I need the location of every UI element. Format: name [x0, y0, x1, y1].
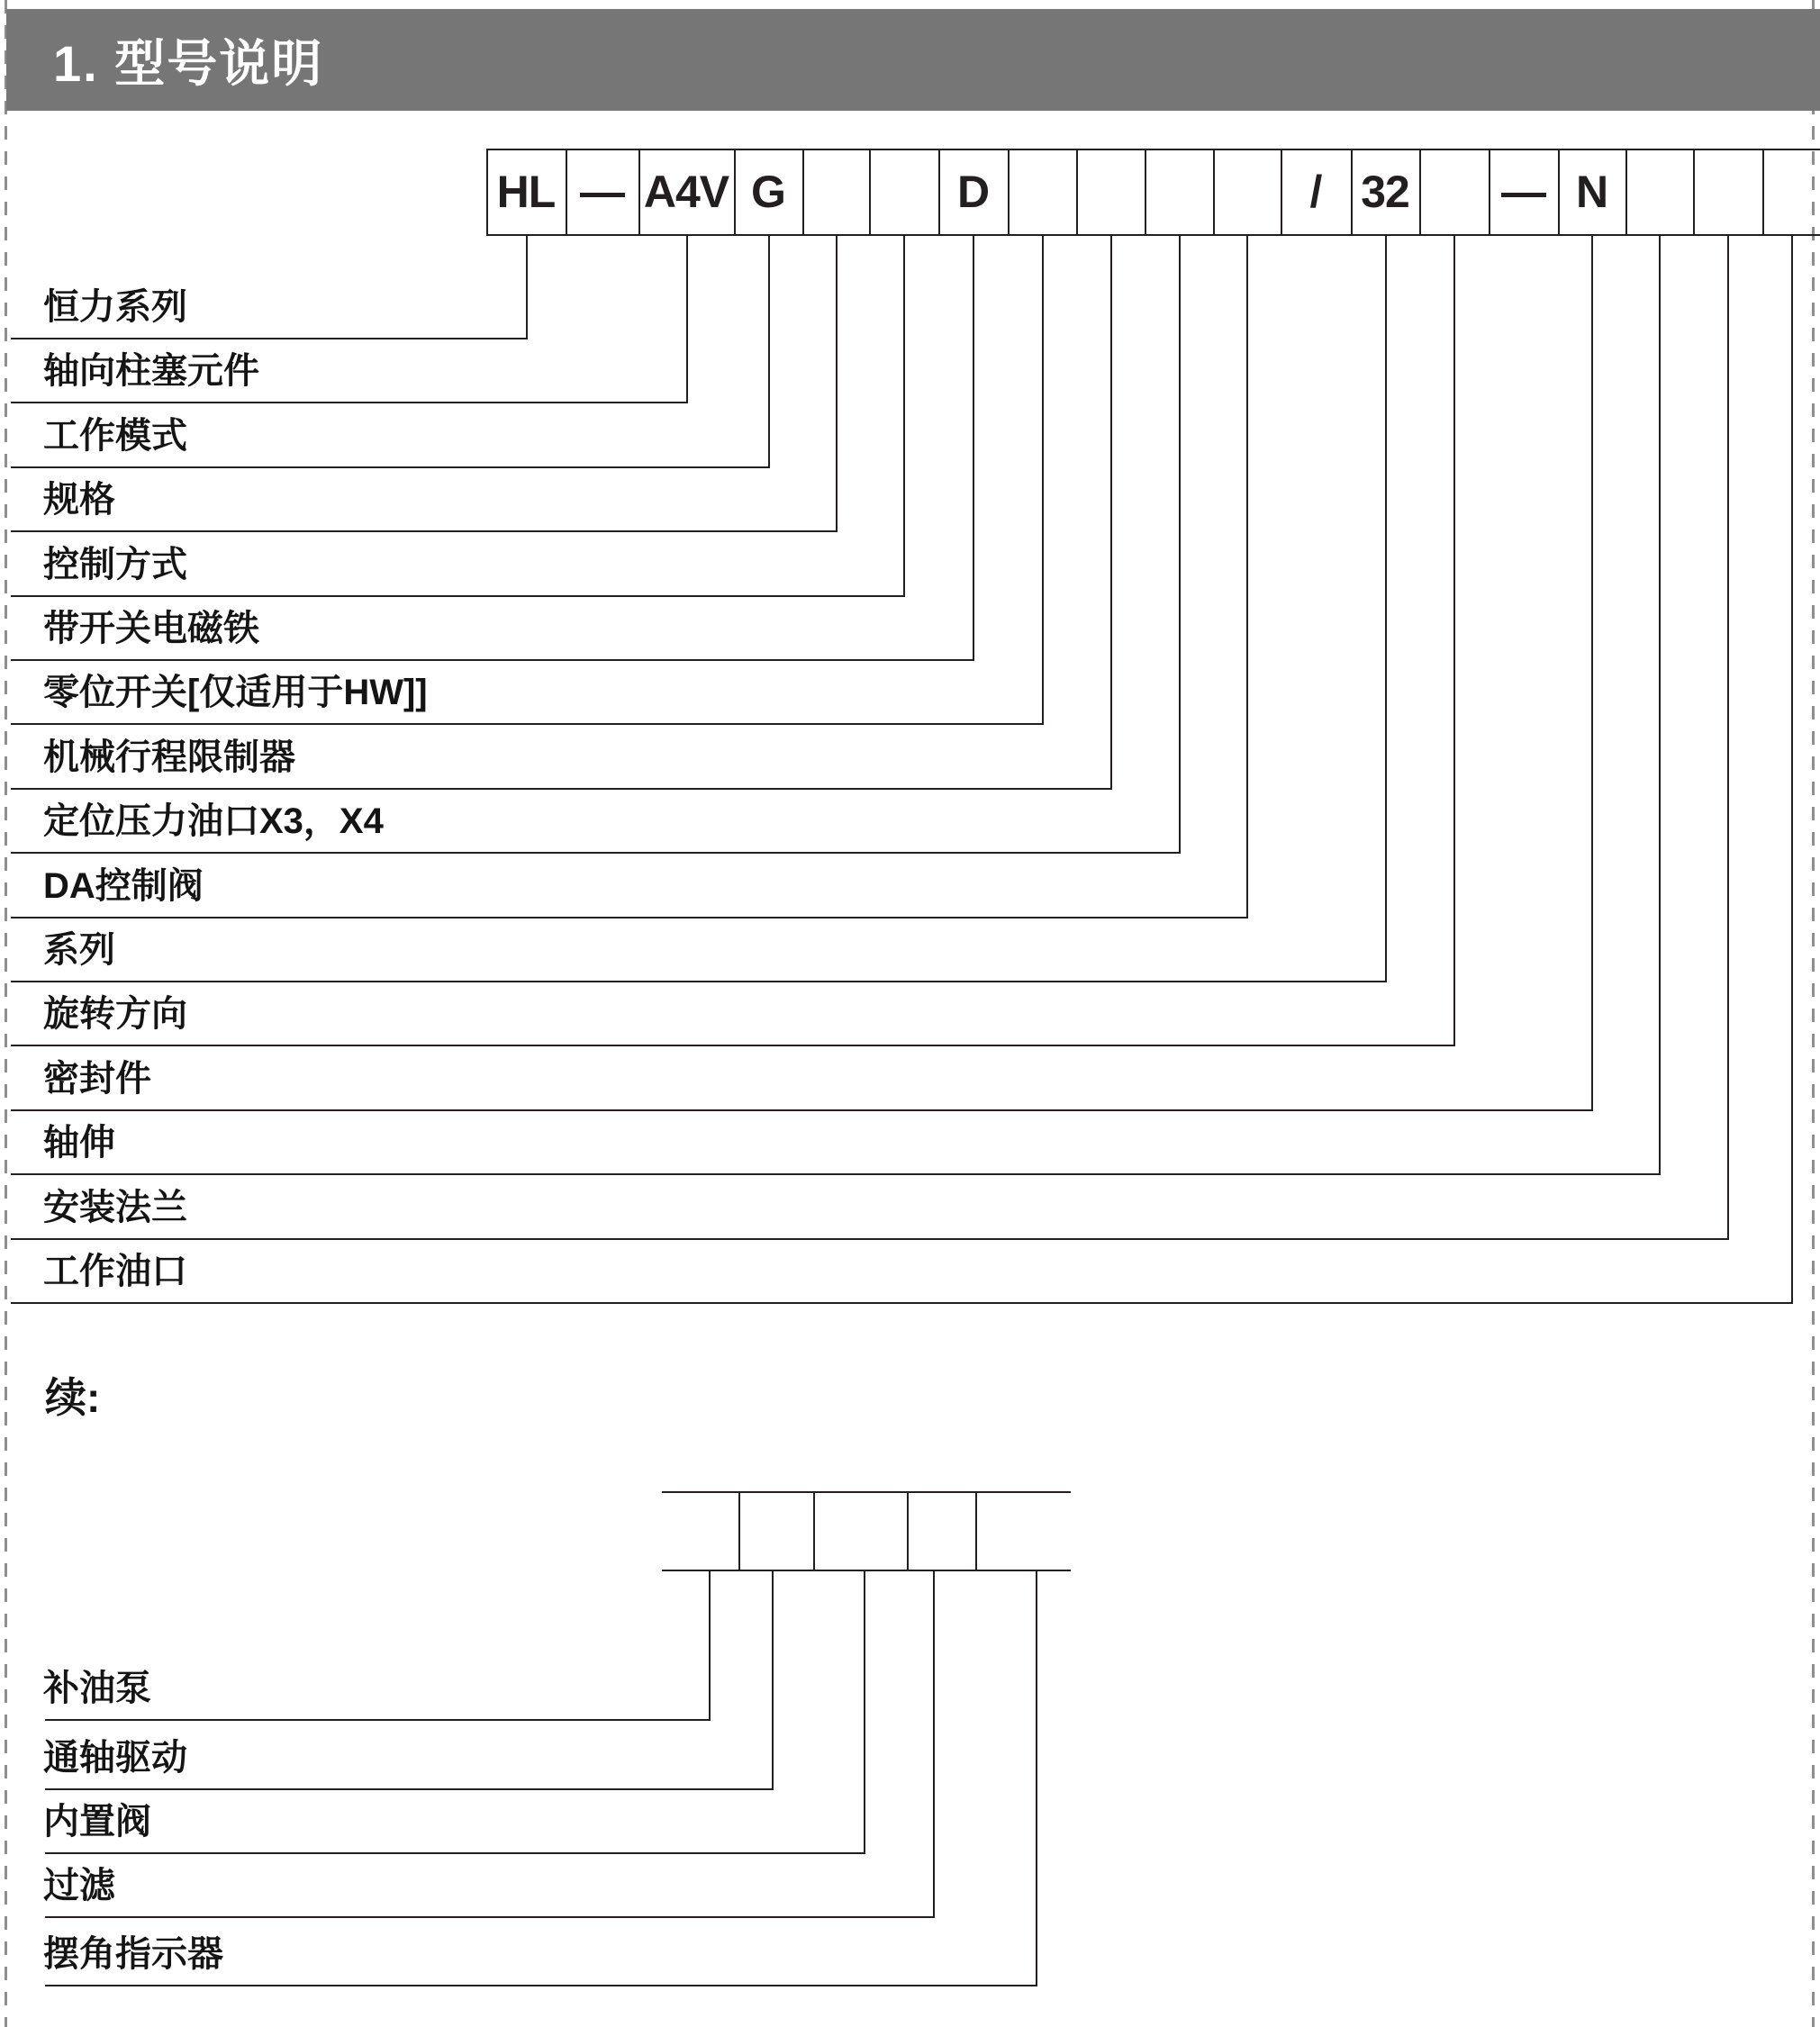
code-cell: — — [1501, 166, 1545, 217]
code-cell — [975, 1491, 1071, 1570]
section-header-bar — [6, 9, 1820, 111]
leader-line — [772, 1570, 774, 1790]
continued-heading: 续: — [45, 1374, 101, 1421]
code-cell: D — [956, 166, 990, 217]
label-underline — [11, 466, 770, 468]
leader-line — [1246, 234, 1248, 918]
code-cell — [802, 149, 869, 234]
code-cell: 32 — [1361, 166, 1409, 217]
code-cell — [1145, 149, 1213, 234]
leader-line — [1453, 234, 1455, 1046]
leader-line — [768, 234, 770, 468]
code-position-label: 带开关电磁铁 — [43, 609, 259, 648]
leader-line — [836, 234, 838, 532]
code-cell — [869, 149, 938, 234]
code-cell — [1008, 149, 1076, 234]
code-cell: / — [1309, 166, 1322, 217]
code-position-label: 零位开关[仅适用于HW]] — [43, 673, 428, 712]
leader-line — [1042, 234, 1044, 725]
code-position-label: 内置阀 — [43, 1802, 151, 1841]
leader-line — [686, 234, 688, 403]
leader-line — [1036, 1570, 1037, 1986]
code-cell — [907, 1491, 975, 1570]
page-dashed-border-left — [5, 0, 7, 2027]
label-underline — [11, 659, 974, 661]
code-position-label: 过滤 — [43, 1866, 115, 1905]
page-dashed-border-right — [1812, 0, 1815, 2027]
leader-line — [1791, 234, 1793, 1304]
leader-line — [526, 234, 528, 339]
label-underline — [11, 530, 838, 532]
code-cell — [1213, 149, 1281, 234]
code-position-label: 工作油口 — [43, 1252, 187, 1291]
leader-line — [1179, 234, 1181, 854]
label-underline — [11, 917, 1248, 918]
leader-line — [1110, 234, 1112, 790]
code-table-bottom-line — [662, 1570, 1071, 1571]
code-position-label: 恒力系列 — [43, 287, 187, 327]
code-position-label: 摆角指示器 — [43, 1934, 223, 1974]
label-underline — [11, 1302, 1793, 1304]
leader-line — [864, 1570, 865, 1854]
code-cell: N — [1575, 166, 1608, 217]
code-cell — [1762, 149, 1820, 234]
code-position-label: DA控制阀 — [43, 866, 204, 906]
code-position-label: 安装法兰 — [43, 1188, 187, 1227]
label-underline — [11, 1109, 1593, 1111]
code-position-label: 控制方式 — [43, 545, 187, 584]
code-cell — [813, 1491, 907, 1570]
label-underline — [11, 1045, 1455, 1046]
label-underline — [45, 1852, 865, 1854]
leader-line — [1727, 234, 1729, 1240]
leader-line — [973, 234, 974, 661]
code-position-label: 通轴驱动 — [43, 1738, 187, 1778]
code-position-label: 机械行程限制器 — [43, 738, 295, 777]
label-underline — [11, 788, 1112, 790]
leader-line — [903, 234, 905, 597]
label-underline — [11, 1238, 1729, 1240]
code-cell: — — [580, 166, 624, 217]
code-cell: HL — [496, 166, 556, 217]
section-title: 1. 型号说明 — [53, 34, 324, 92]
leader-line — [933, 1570, 935, 1918]
label-underline — [11, 402, 688, 403]
code-cell — [662, 1491, 738, 1570]
label-underline — [11, 852, 1181, 854]
code-cell — [1076, 149, 1145, 234]
leader-line — [1385, 234, 1387, 982]
code-position-label: 补油泵 — [43, 1669, 151, 1708]
label-underline — [45, 1788, 774, 1790]
code-cell — [1693, 149, 1762, 234]
label-underline — [45, 1916, 935, 1918]
label-underline — [11, 595, 905, 597]
code-position-label: 轴伸 — [43, 1123, 115, 1163]
code-position-label: 定位压力油口X3，X4 — [43, 801, 384, 841]
code-position-label: 系列 — [43, 930, 115, 970]
code-position-label: 轴向柱塞元件 — [43, 351, 259, 391]
code-cell — [1625, 149, 1693, 234]
leader-line — [709, 1570, 711, 1721]
label-underline — [45, 1985, 1037, 1986]
code-position-label: 密封件 — [43, 1059, 151, 1099]
code-cell — [1419, 149, 1489, 234]
code-cell: G — [751, 166, 785, 217]
label-underline — [11, 981, 1387, 982]
label-underline — [11, 338, 528, 339]
code-position-label: 规格 — [43, 480, 115, 520]
code-cell: A4V — [643, 166, 729, 217]
leader-line — [1659, 234, 1661, 1175]
leader-line — [1591, 234, 1593, 1111]
code-cell — [738, 1491, 813, 1570]
label-underline — [11, 723, 1044, 725]
code-position-label: 旋转方向 — [43, 994, 187, 1034]
label-underline — [45, 1719, 711, 1721]
label-underline — [11, 1173, 1661, 1175]
code-position-label: 工作模式 — [43, 416, 187, 456]
